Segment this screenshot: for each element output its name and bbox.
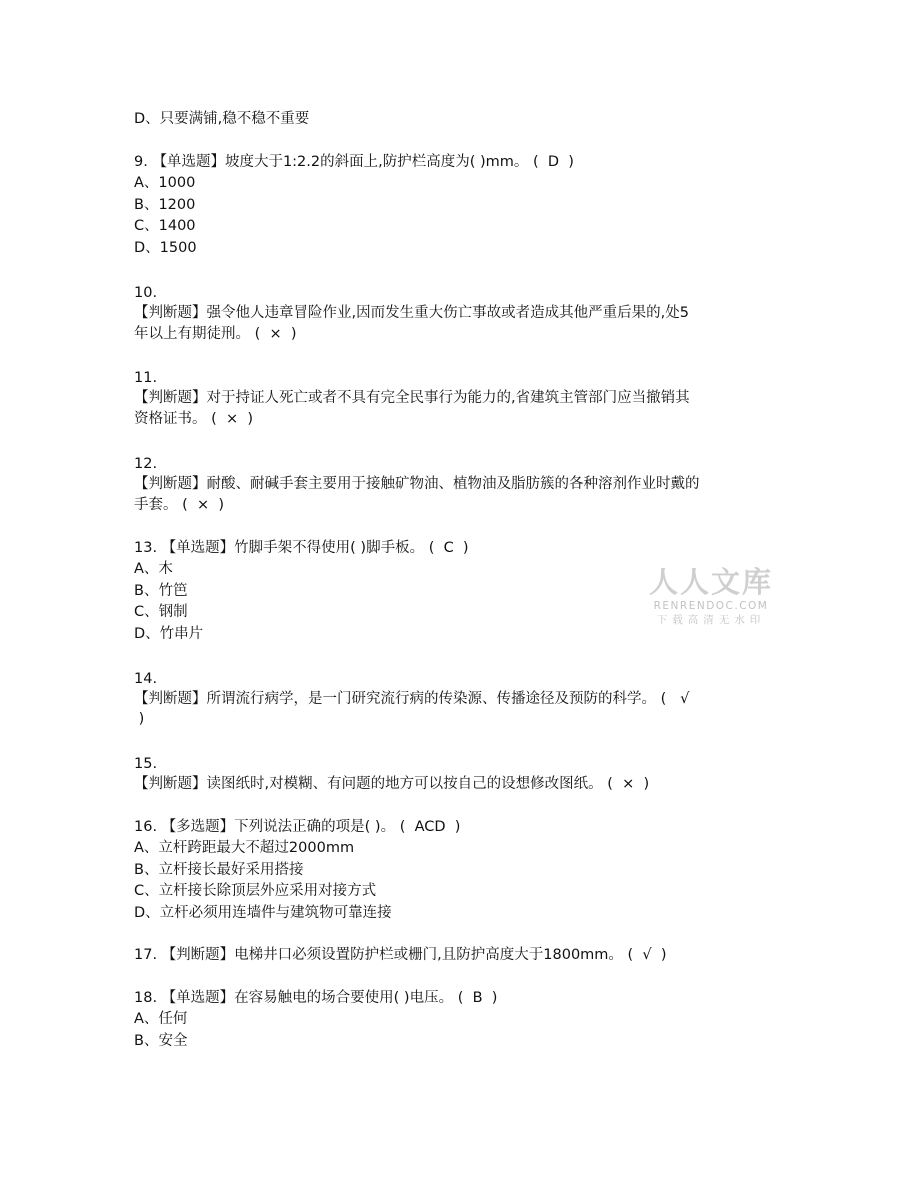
option-line: A、木 — [134, 561, 173, 577]
option-line: B、安全 — [134, 1033, 188, 1049]
question-12: 【判断题】耐酸、耐碱手套主要用于接触矿物油、植物油及脂肪簇的各种溶剂作业时戴的 — [134, 476, 700, 492]
watermark-logo — [646, 565, 776, 627]
option-line: A、1000 — [134, 175, 196, 191]
watermark-title: 人人文库 — [648, 565, 773, 599]
question-15: 【判断题】读图纸时,对模糊、有问题的地方可以按自己的设想修改图纸。 ( × ) — [134, 776, 650, 792]
option-line: B、1200 — [134, 197, 196, 213]
option-line: D、1500 — [134, 240, 197, 256]
question-17: 17. 【判断题】电梯井口必须设置防护栏或栅门,且防护高度大于1800mm。 ( √ ) — [134, 947, 667, 963]
watermark-tagline: 下载高清无水印 — [656, 614, 766, 626]
question-10: 【判断题】强令他人违章冒险作业,因而发生重大伤亡事故或者造成其他严重后果的,处5 — [134, 305, 689, 321]
question-number: 10. — [134, 285, 158, 301]
question-number: 14. — [134, 671, 158, 687]
option-line: B、立杆接长最好采用搭接 — [134, 862, 304, 878]
option-line: A、立杆跨距最大不超过2000mm — [134, 840, 355, 856]
question-14: 【判断题】所谓流行病学，是一门研究流行病的传染源、传播途径及预防的科学。 ( √ — [134, 691, 690, 707]
option-line: A、任何 — [134, 1011, 188, 1027]
option-line: C、立杆接长除顶层外应采用对接方式 — [134, 883, 377, 899]
question-number: 12. — [134, 456, 158, 472]
question-9: 9. 【单选题】坡度大于1:2.2的斜面上,防护栏高度为( )mm。 ( D ) — [134, 154, 574, 170]
question-18: 18. 【单选题】在容易触电的场合要使用( )电压。 ( B ) — [134, 990, 498, 1006]
question-11-cont: 资格证书。 ( × ) — [134, 411, 254, 427]
option-line: D、立杆必须用连墙件与建筑物可靠连接 — [134, 905, 392, 921]
option-line: C、1400 — [134, 218, 196, 234]
text-line: D、只要满铺,稳不稳不重要 — [134, 111, 310, 127]
option-line: C、钢制 — [134, 604, 188, 620]
watermark-domain: RENRENDOC.COM — [653, 600, 769, 612]
question-number: 11. — [134, 370, 158, 386]
option-line: D、竹串片 — [134, 626, 204, 642]
question-14-cont: ) — [134, 711, 145, 727]
question-12-cont: 手套。 ( × ) — [134, 497, 225, 513]
question-16: 16. 【多选题】下列说法正确的项是( )。 ( ACD ) — [134, 819, 461, 835]
question-11: 【判断题】对于持证人死亡或者不具有完全民事行为能力的,省建筑主管部门应当撤销其 — [134, 390, 690, 406]
question-13: 13. 【单选题】竹脚手架不得使用( )脚手板。 ( C ) — [134, 540, 469, 556]
question-number: 15. — [134, 756, 158, 772]
question-10-cont: 年以上有期徒刑。 ( × ) — [134, 326, 297, 342]
option-line: B、竹笆 — [134, 583, 188, 599]
